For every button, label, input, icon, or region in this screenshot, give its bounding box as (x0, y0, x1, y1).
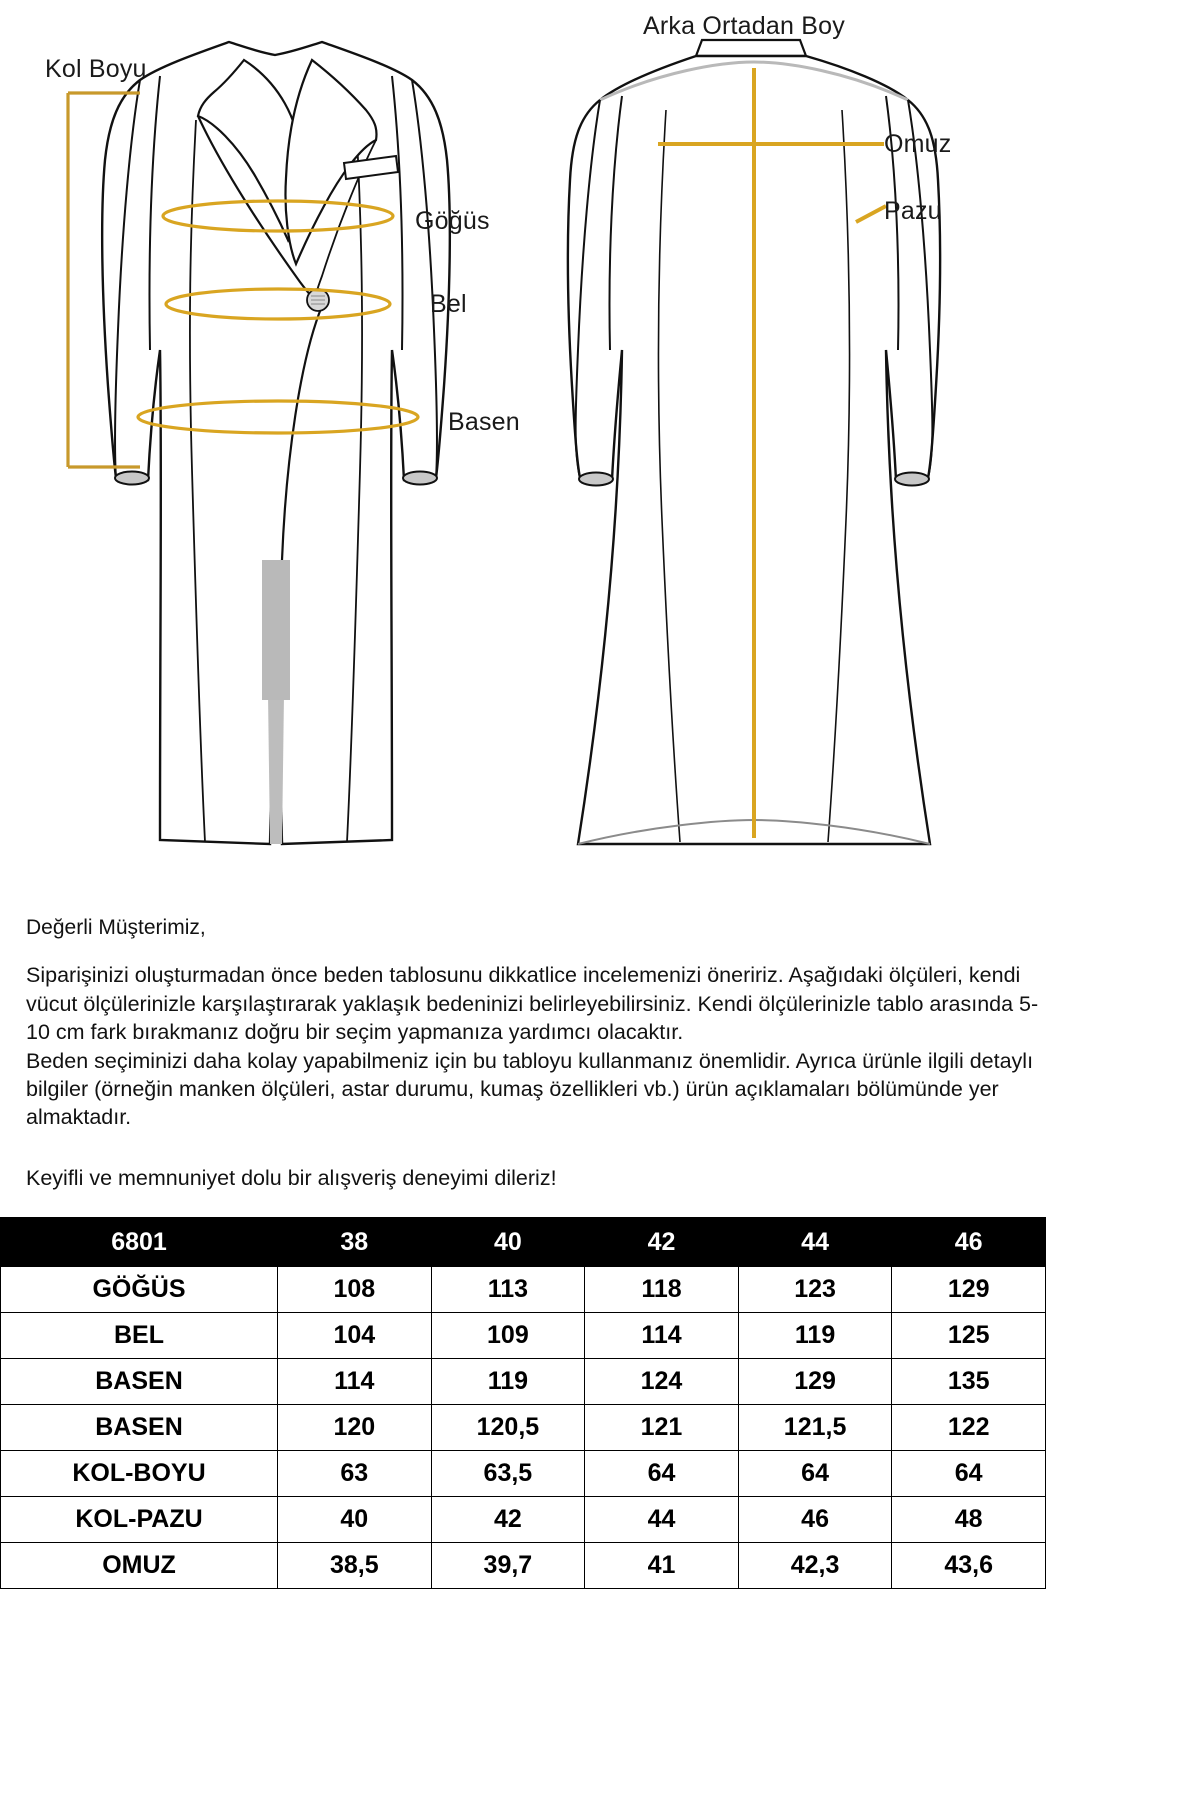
cell-value: 64 (738, 1451, 892, 1497)
label-omuz: Omuz (884, 130, 952, 158)
back-right-cuff (895, 473, 929, 486)
right-cuff (403, 472, 437, 485)
label-kol-boyu: Kol Boyu (45, 55, 147, 83)
cell-value: 63 (278, 1451, 432, 1497)
cell-value: 48 (892, 1497, 1046, 1543)
label-gogus: Göğüs (415, 207, 490, 235)
cell-value: 113 (431, 1267, 585, 1313)
size-table-body (1, 1267, 1046, 1589)
back-collar (696, 40, 806, 56)
row-label: BASEN (1, 1405, 278, 1451)
table-row (1, 1359, 1046, 1405)
cell-value: 42,3 (738, 1543, 892, 1589)
cell-value: 41 (585, 1543, 739, 1589)
cell-value: 121,5 (738, 1405, 892, 1451)
row-label: GÖĞÜS (1, 1267, 278, 1313)
table-row (1, 1451, 1046, 1497)
cell-value: 125 (892, 1313, 1046, 1359)
label-basen: Basen (448, 408, 520, 436)
size-table-header-row (1, 1218, 1046, 1267)
note-paragraph-2: Beden seçiminizi daha kolay yapabilmeniz için bu tabloyu kullanmanız önemlidir. Ayrıca ürünle ilgili detaylı bilgiler (örneğin manken ölçüleri, astar durumu, kumaş özellikleri vb.) ürün açıklamaları bölümünde yer almaktadır. (26, 1048, 1034, 1130)
table-row (1, 1405, 1046, 1451)
cell-value: 63,5 (431, 1451, 585, 1497)
cell-value: 108 (278, 1267, 432, 1313)
front-view-coat (102, 42, 450, 844)
back-left-cuff (579, 473, 613, 486)
cell-value: 104 (278, 1313, 432, 1359)
cell-value: 46 (738, 1497, 892, 1543)
cell-value: 39,7 (431, 1543, 585, 1589)
table-row (1, 1267, 1046, 1313)
hem-vent-shadow (268, 694, 284, 844)
cell-value: 119 (738, 1313, 892, 1359)
model-code-header: 6801 (1, 1218, 278, 1267)
label-bel: Bel (430, 290, 467, 318)
cell-value: 129 (892, 1267, 1046, 1313)
size-table (0, 1217, 1046, 1589)
cell-value: 120 (278, 1405, 432, 1451)
row-label: BASEN (1, 1359, 278, 1405)
size-header-38: 38 (278, 1218, 432, 1267)
cell-value: 119 (431, 1359, 585, 1405)
cell-value: 43,6 (892, 1543, 1046, 1589)
cell-value: 38,5 (278, 1543, 432, 1589)
cell-value: 44 (585, 1497, 739, 1543)
customer-note (26, 913, 1046, 1192)
note-paragraph-1: Siparişinizi oluşturmadan önce beden tablosunu dikkatlice incelemenizi öneririz. Aşağıdaki ölçüleri, kendi vücut ölçülerinizle karşılaştırarak yaklaşık bedeninizi belirleyebilirsiniz. Kendi ölçülerinizle tablo arasında 5-10 cm fark bırakmanız doğru bir seçim yapmanıza yardımcı olacaktır. (26, 963, 1039, 1045)
row-label: BEL (1, 1313, 278, 1359)
size-table-head (1, 1218, 1046, 1267)
label-arka-ortadan-boy: Arka Ortadan Boy (643, 12, 845, 40)
size-table-container (0, 1217, 1045, 1589)
left-cuff (115, 472, 149, 485)
label-pazu: Pazu (884, 197, 942, 225)
cell-value: 122 (892, 1405, 1046, 1451)
under-placket-shadow (262, 560, 290, 700)
cell-value: 124 (585, 1359, 739, 1405)
note-closing: Keyifli ve memnuniyet dolu bir alışveriş deneyimi dileriz! (26, 1165, 557, 1190)
size-header-42: 42 (585, 1218, 739, 1267)
row-label: OMUZ (1, 1543, 278, 1589)
cell-value: 118 (585, 1267, 739, 1313)
table-row (1, 1313, 1046, 1359)
size-header-44: 44 (738, 1218, 892, 1267)
cell-value: 64 (892, 1451, 1046, 1497)
cell-value: 114 (278, 1359, 432, 1405)
cell-value: 120,5 (431, 1405, 585, 1451)
row-label: KOL-BOYU (1, 1451, 278, 1497)
cell-value: 121 (585, 1405, 739, 1451)
size-header-40: 40 (431, 1218, 585, 1267)
cell-value: 114 (585, 1313, 739, 1359)
table-row (1, 1497, 1046, 1543)
size-header-46: 46 (892, 1218, 1046, 1267)
cell-value: 123 (738, 1267, 892, 1313)
cell-value: 40 (278, 1497, 432, 1543)
cell-value: 64 (585, 1451, 739, 1497)
note-greeting: Değerli Müşterimiz, (26, 916, 206, 939)
cell-value: 42 (431, 1497, 585, 1543)
cell-value: 109 (431, 1313, 585, 1359)
cell-value: 135 (892, 1359, 1046, 1405)
cell-value: 129 (738, 1359, 892, 1405)
table-row (1, 1543, 1046, 1589)
row-label: KOL-PAZU (1, 1497, 278, 1543)
